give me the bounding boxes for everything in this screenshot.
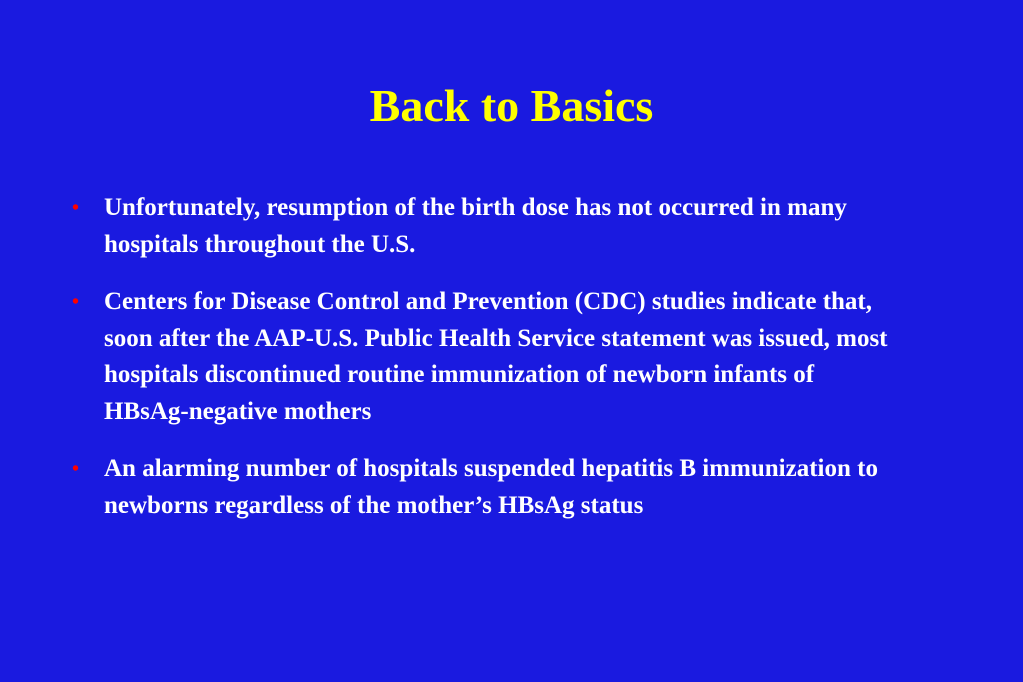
slide-title: Back to Basics [369,80,654,131]
bullet-dot-icon: • [72,291,80,313]
bullet-text: An alarming number of hospitals suspended hepatitis B immunization to newborns regardless of the mother’s HBsAg status [104,455,878,519]
bullet-item [70,190,900,263]
bullet-item [70,284,900,430]
bullet-dot-icon: • [72,458,80,480]
bullet-dot-icon: • [72,197,80,219]
bullet-list [70,190,900,545]
bullet-item [70,451,900,524]
bullet-text: Centers for Disease Control and Prevention (CDC) studies indicate that, soon after the AAP-U.S. Public Health Service statement was issued, most hospitals discontinued routine immunization of newborn infants of HBsAg-negative mothers [104,288,888,425]
bullet-text: Unfortunately, resumption of the birth dose has not occurred in many hospitals throughout the U.S. [104,194,847,258]
